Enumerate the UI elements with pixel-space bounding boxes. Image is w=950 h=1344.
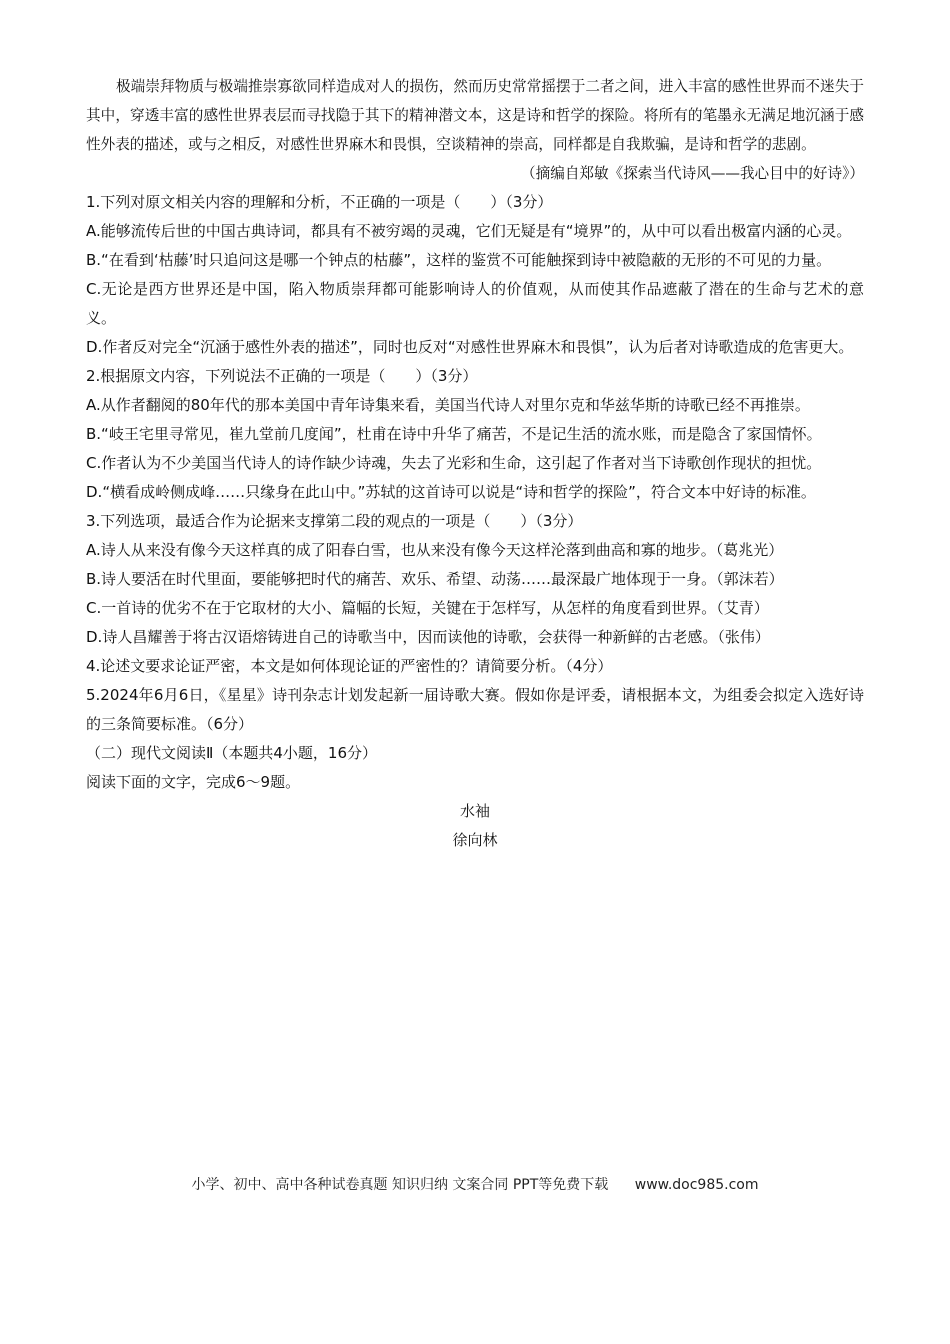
option-c: C.一首诗的优劣不在于它取材的大小、篇幅的长短，关键在于怎样写，从怎样的角度看到世界。（艾青） [86, 599, 769, 617]
question-stem: 3.下列选项，最适合作为论据来支撑第二段的观点的一项是（ ）（3分） [86, 512, 583, 530]
question-1 [86, 188, 864, 362]
section-title: （二）现代文阅读Ⅱ（本题共4小题，16分） [86, 744, 378, 762]
option-b: B.“岐王宅里寻常见，崔九堂前几度闻”，杜甫在诗中升华了痛苦，不是记生活的流水账，而是隐含了家国情怀。 [86, 425, 822, 443]
option-b: B.“在看到‘枯藤’时只追问这是哪一个钟点的枯藤”，这样的鉴赏不可能触探到诗中被隐蔽的无形的不可见的力量。 [86, 251, 832, 269]
option-b: B.诗人要活在时代里面，要能够把时代的痛苦、欢乐、希望、动荡……最深最广地体现于一身。（郭沫若） [86, 570, 784, 588]
question-3 [86, 507, 864, 652]
reading-instruction: 阅读下面的文字，完成6～9题。 [86, 773, 301, 791]
passage-paragraph: 极端崇拜物质与极端推崇寡欲同样造成对人的损伤，然而历史常常摇摆于二者之间，进入丰富的感性世界而不迷失于其中，穿透丰富的感性世界表层而寻找隐于其下的精神潜文本，这是诗和哲学的探险。将所有的笔墨永无满足地沉涵于感性外表的描述，或与之相反，对感性世界麻木和畏惧，空谈精神的崇高，同样都是自我欺骗，是诗和哲学的悲剧。 [86, 78, 864, 153]
option-d: D.作者反对完全“沉涵于感性外表的描述”，同时也反对“对感性世界麻木和畏惧”，认为后者对诗歌造成的危害更大。 [86, 338, 854, 356]
option-d: D.“横看成岭侧成峰……只缘身在此山中。”苏轼的这首诗可以说是“诗和哲学的探险”，符合文本中好诗的标准。 [86, 483, 816, 501]
passage-source: （摘编自郑敏《探索当代诗风——我心目中的好诗》） [521, 165, 864, 182]
footer-text: 小学、初中、高中各种试卷真题 知识归纳 文案合同 PPT等免费下载 [191, 1177, 609, 1193]
question-stem: 4.论述文要求论证严密，本文是如何体现论证的严密性的？请简要分析。（4分） [86, 657, 613, 675]
story-author: 徐向林 [452, 831, 498, 849]
question-stem: 5.2024年6月6日，《星星》诗刊杂志计划发起新一届诗歌大赛。假如你是评委，请根据本文，为组委会拟定入选好诗的三条简要标准。（6分） [86, 686, 864, 733]
question-stem: 1.下列对原文相关内容的理解和分析，不正确的一项是（ ）（3分） [86, 193, 553, 211]
option-c: C.无论是西方世界还是中国，陷入物质崇拜都可能影响诗人的价值观，从而使其作品遮蔽了潜在的生命与艺术的意义。 [86, 280, 864, 327]
option-a: A.能够流传后世的中国古典诗词，都具有不被穷竭的灵魂，它们无疑是有“境界”的，从中可以看出极富内涵的心灵。 [86, 222, 852, 240]
option-d: D.诗人昌耀善于将古汉语熔铸进自己的诗歌当中，因而读他的诗歌，会获得一种新鲜的古老感。（张伟） [86, 628, 770, 646]
option-a: A.诗人从来没有像今天这样真的成了阳春白雪，也从来没有像今天这样沦落到曲高和寡的地步。（葛兆光） [86, 541, 784, 559]
option-a: A.从作者翻阅的80年代的那本美国中青年诗集来看，美国当代诗人对里尔克和华兹华斯的诗歌已经不再推崇。 [86, 396, 810, 414]
page-footer [0, 1174, 950, 1194]
footer-url[interactable]: www.doc985.com [634, 1177, 759, 1193]
exam-page [86, 72, 864, 855]
question-stem: 2.根据原文内容，下列说法不正确的一项是（ ）（3分） [86, 367, 478, 385]
story-title: 水袖 [459, 802, 490, 820]
option-c: C.作者认为不少美国当代诗人的诗作缺少诗魂，失去了光彩和生命，这引起了作者对当下诗歌创作现状的担忧。 [86, 454, 822, 472]
question-2 [86, 362, 864, 507]
question-4 [86, 652, 864, 681]
question-5 [86, 681, 864, 739]
